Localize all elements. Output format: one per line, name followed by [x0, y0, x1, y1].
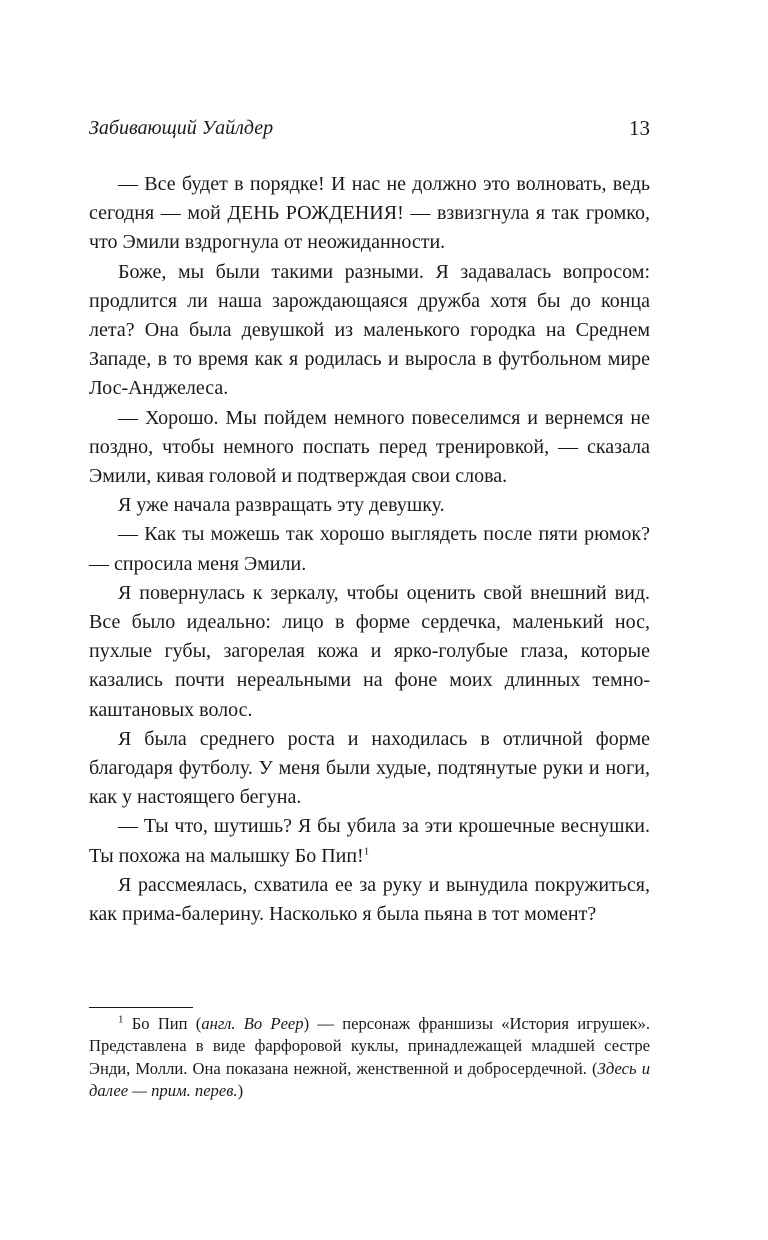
paragraph: Я была среднего роста и находилась в отличной форме благодаря футболу. У меня были худые, подтянутые руки и ноги, как у настоящего бегуна.: [89, 727, 650, 809]
footnote-text: Бо Пип (: [131, 1014, 202, 1033]
footnote-italic: англ. Bo Peep: [201, 1014, 304, 1033]
paragraph: — Хорошо. Мы пойдем немного повеселимся и вернемся не поздно, чтобы немного поспать перед тренировкой, — сказала Эмили, кивая головой и подтверждая свои слова.: [89, 406, 650, 488]
paragraph-text: — Ты что, шутишь? Я бы убила за эти крошечные веснушки. Ты похожа на малышку Бо Пип!: [89, 815, 650, 867]
page-header: [89, 113, 650, 143]
paragraph: Я уже начала развращать эту девушку.: [118, 494, 445, 517]
paragraph: — Как ты можешь так хорошо выглядеть после пяти рюмок? — спросила меня Эмили.: [89, 523, 650, 575]
body-text: [89, 170, 650, 929]
paragraph: Я рассмеялась, схватила ее за руку и вынудила покружиться, как прима-балерину. Насколько я была пьяна в тот момент?: [89, 873, 650, 926]
footnote-divider: [89, 1007, 193, 1008]
paragraph: — Все будет в порядке! И нас не должно это волновать, ведь сегодня — мой ДЕНЬ РОЖДЕНИЯ! — взвизгнула я так громко, что Эмили вздрогнула от неожиданности.: [89, 173, 650, 254]
footnote-text: ): [237, 1081, 244, 1101]
footnote-mark: 1: [118, 1013, 124, 1026]
page-number: 13: [629, 116, 650, 140]
footnote-text: ) — персонаж франшизы «История игрушек». Представлена в виде фарфоровой куклы, принадлежащей младшей сестре Энди, Молли. Она показана нежной, женственной и добросердечной. (: [89, 1014, 650, 1078]
footnote: [89, 1013, 650, 1103]
paragraph: Боже, мы были такими разными. Я задавалась вопросом: продлится ли наша зарождающаяся дружба хотя бы до конца лета? Она была девушкой из маленького городка на Среднем Западе, в то время как я родилась и выросла в футбольном мире Лос-Анджелеса.: [89, 260, 650, 400]
footnote-reference: 1: [363, 845, 370, 858]
running-head: Забивающий Уайлдер: [89, 117, 274, 139]
paragraph: Я повернулась к зеркалу, чтобы оценить свой внешний вид. Все было идеально: лицо в форме сердечка, маленький нос, пухлые губы, загорелая кожа и ярко-голубые глаза, которые казались почти нереальными на фоне моих длинных темно-каштановых волос.: [89, 581, 650, 721]
paragraph-with-footnote: [89, 812, 650, 870]
footnote-italic: Здесь и далее — прим. перев.: [89, 1058, 650, 1101]
